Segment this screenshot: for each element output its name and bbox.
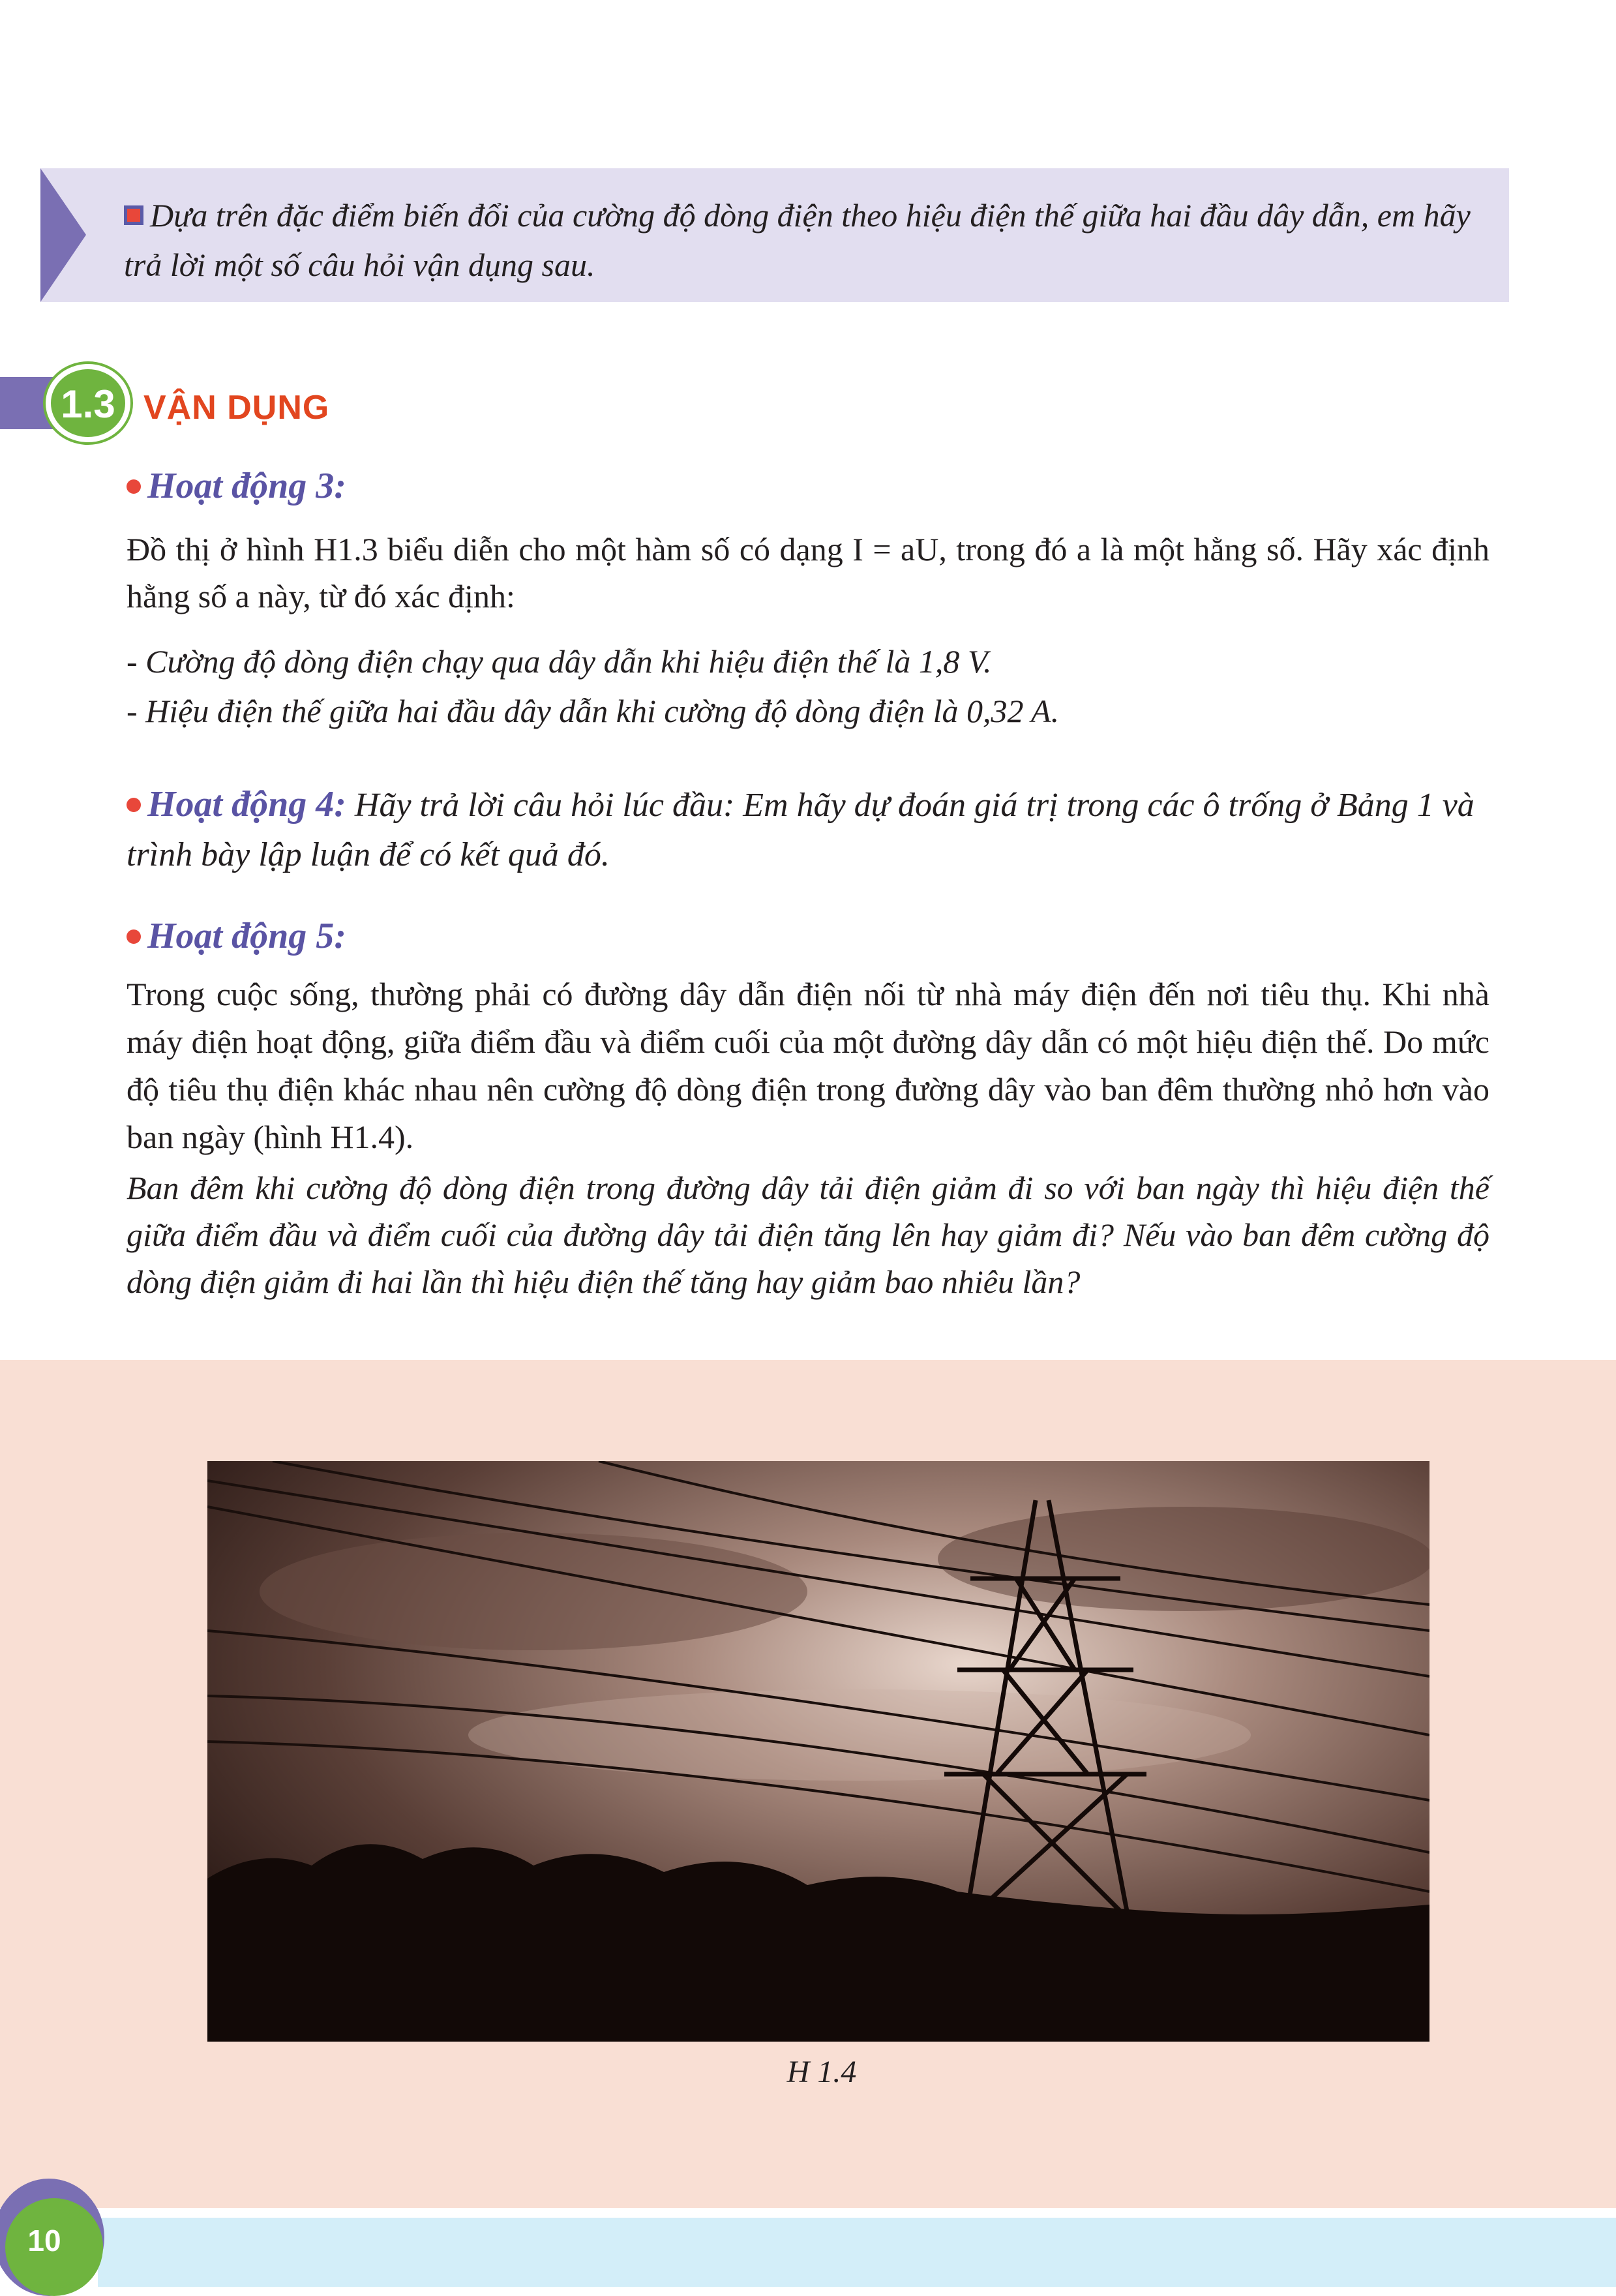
intro-text: Dựa trên đặc điểm biến đổi của cường độ dòng điện theo hiệu điện thế giữa hai đầu dây dẫn, em hãy trả lời một số câu hỏi vận dụng sau. (124, 197, 1471, 283)
activity5-title: Hoạt động 5: (147, 916, 346, 956)
bullet-dot-icon (127, 798, 141, 812)
activity3-heading (127, 460, 346, 512)
figure-caption: H 1.4 (786, 2055, 857, 2089)
activity3-body: Đồ thị ở hình H1.3 biểu diễn cho một hàm số có dạng I = aU, trong đó a là một hằng số. Hãy xác định hằng số a này, từ đó xác định: (127, 531, 1489, 614)
activity4-block (127, 779, 1489, 880)
list-item: - Hiệu điện thế giữa hai đầu dây dẫn khi cường độ dòng điện là 0,32 A. (127, 693, 1060, 729)
square-bullet-icon (124, 205, 143, 225)
section-title: VẬN DỤNG (143, 389, 330, 427)
activity3-list (127, 637, 1489, 736)
intro-text-block (124, 190, 1480, 290)
activity5-body: Trong cuộc sống, thường phải có đường dây dẫn điện nối từ nhà máy điện đến nơi tiêu thụ. Khi nhà máy điện hoạt động, giữa điểm đầu và điểm cuối của một đường dây dẫn có một hiệu điện thế. Do mức độ tiêu thụ điện khác nhau nên cường độ dòng điện trong đường dây vào ban đêm thường nhỏ hơn vào ban ngày (hình H1.4). (127, 976, 1489, 1155)
callout-arrow-icon (40, 168, 86, 302)
activity5-question: Ban đêm khi cường độ dòng điện trong đường dây tải điện giảm đi so với ban ngày thì hiệu điện thế giữa điểm đầu và điểm cuối của đường dây tải điện tăng lên hay giảm đi? Nếu vào ban đêm cường độ dòng điện giảm đi hai lần thì hiệu điện thế tăng hay giảm bao nhiêu lần? (127, 1170, 1489, 1300)
power-tower-photo (207, 1461, 1429, 2042)
section-number: 1.3 (61, 382, 115, 426)
activity3-title: Hoạt động 3: (147, 466, 346, 506)
activity4-text: Hãy trả lời câu hỏi lúc đầu: Em hãy dự đoán giá trị trong các ô trống ở Bảng 1 và trình bày lập luận để có kết quả đó. (127, 787, 1474, 873)
bullet-dot-icon (127, 929, 141, 944)
activity4-title: Hoạt động 4: (147, 784, 346, 824)
footer-band (98, 2218, 1616, 2287)
list-item: - Cường độ dòng điện chạy qua dây dẫn khi hiệu điện thế là 1,8 V. (127, 643, 992, 680)
activity5-heading (127, 910, 346, 962)
bullet-dot-icon (127, 479, 141, 494)
page-number: 10 (27, 2224, 61, 2258)
